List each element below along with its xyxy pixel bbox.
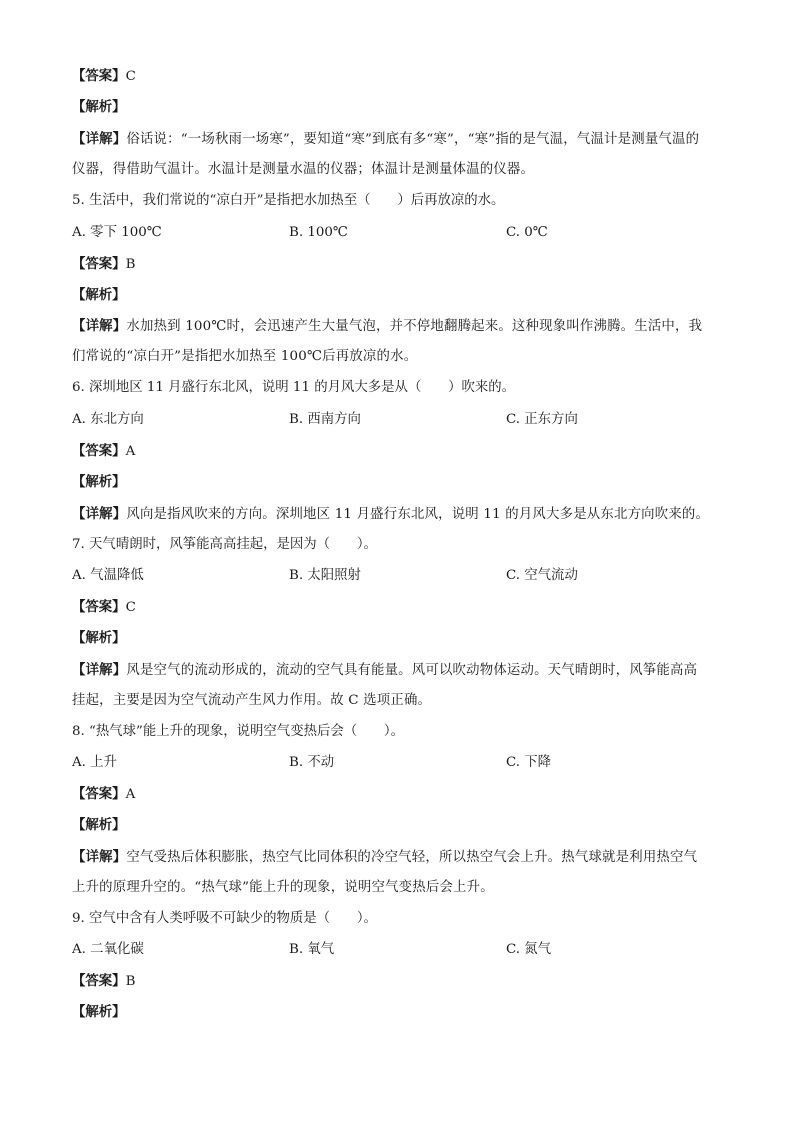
- q6-stem: 6. 深圳地区 11 月盛行东北风，说明 11 的月风大多是从（ ）吹来的。: [72, 380, 516, 395]
- q4-answer-line: [72, 66, 136, 87]
- q5-detail-line-1: 【详解】水加热到 100℃时，会迅速产生大量气泡，并不停地翻腾起来。这种现象叫作沸腾。生活中，我: [72, 318, 703, 334]
- q7-stem: 7. 天气晴朗时，风筝能高高挂起，是因为（ ）。: [72, 537, 377, 552]
- q5-option-b: B. 100℃: [289, 225, 348, 240]
- q6-analysis-label: 【解析】: [72, 474, 126, 490]
- q8-option-b: B. 不动: [289, 755, 335, 770]
- q7-option-c: C. 空气流动: [506, 568, 578, 583]
- q5-analysis-label: 【解析】: [72, 287, 126, 303]
- q9-analysis-label: 【解析】: [72, 1004, 126, 1020]
- q8-detail-line-1: 【详解】空气受热后体积膨胀，热空气比同体积的冷空气轻，所以热空气会上升。热气球就是利用热空气: [72, 849, 698, 865]
- q9-option-b: B. 氧气: [289, 942, 335, 957]
- q7-option-b: B. 太阳照射: [289, 568, 361, 583]
- q8-answer-line: 【答案】A: [72, 786, 136, 802]
- q5-option-c: C. 0℃: [506, 225, 548, 240]
- q7-detail-line-1: 【详解】风是空气的流动形成的，流动的空气具有能量。风可以吹动物体运动。天气晴朗时，风筝能高高: [72, 662, 698, 678]
- answer-label: 【答案】: [72, 68, 126, 84]
- q5-option-a: A. 零下 100℃: [72, 225, 162, 240]
- q6-answer-line: 【答案】A: [72, 443, 136, 459]
- q5-stem: 5. 生活中，我们常说的“凉白开”是指把水加热至（ ）后再放凉的水。: [72, 193, 505, 208]
- q7-detail-line-2: 挂起，主要是因为空气流动产生风力作用。故 C 选项正确。: [72, 693, 432, 708]
- q8-stem: 8. “热气球”能上升的现象，说明空气变热后会（ ）。: [72, 724, 405, 739]
- q9-answer-line: 【答案】B: [72, 973, 136, 989]
- q5-answer-line: 【答案】B: [72, 256, 136, 272]
- q4-analysis-label: 【解析】: [72, 99, 126, 115]
- q9-stem: 9. 空气中含有人类呼吸不可缺少的物质是（ ）。: [72, 911, 377, 926]
- q6-option-b: B. 西南方向: [289, 412, 361, 427]
- q8-analysis-label: 【解析】: [72, 817, 126, 833]
- q5-detail-line-2: 们常说的“凉白开”是指把水加热至 100℃后再放凉的水。: [72, 349, 418, 364]
- q6-detail-line-1: 【详解】风向是指风吹来的方向。深圳地区 11 月盛行东北风，说明 11 的月风大多是从东北方向吹来的。: [72, 506, 710, 522]
- q7-answer-line: 【答案】C: [72, 599, 136, 615]
- answer-value: C: [125, 69, 136, 84]
- q4-detail-line-2: 仪器，得借助气温计。水温计是测量水温的仪器；体温计是测量体温的仪器。: [72, 162, 535, 177]
- q9-option-a: A. 二氧化碳: [72, 942, 144, 957]
- q8-option-c: C. 下降: [506, 755, 552, 770]
- q7-analysis-label: 【解析】: [72, 630, 126, 646]
- q6-option-a: A. 东北方向: [72, 412, 144, 427]
- q8-detail-line-2: 上升的原理升空的。“热气球”能上升的现象，说明空气变热后会上升。: [72, 880, 494, 895]
- q4-detail-line-1: 【详解】俗话说：“一场秋雨一场寒”，要知道“寒”到底有多“寒”，“寒”指的是气温，气温计是测量气温的: [72, 131, 700, 147]
- q7-option-a: A. 气温降低: [72, 568, 144, 583]
- q8-option-a: A. 上升: [72, 755, 117, 770]
- detail-label: 【详解】: [72, 131, 127, 147]
- q6-option-c: C. 正东方向: [506, 412, 578, 427]
- q9-option-c: C. 氮气: [506, 942, 552, 957]
